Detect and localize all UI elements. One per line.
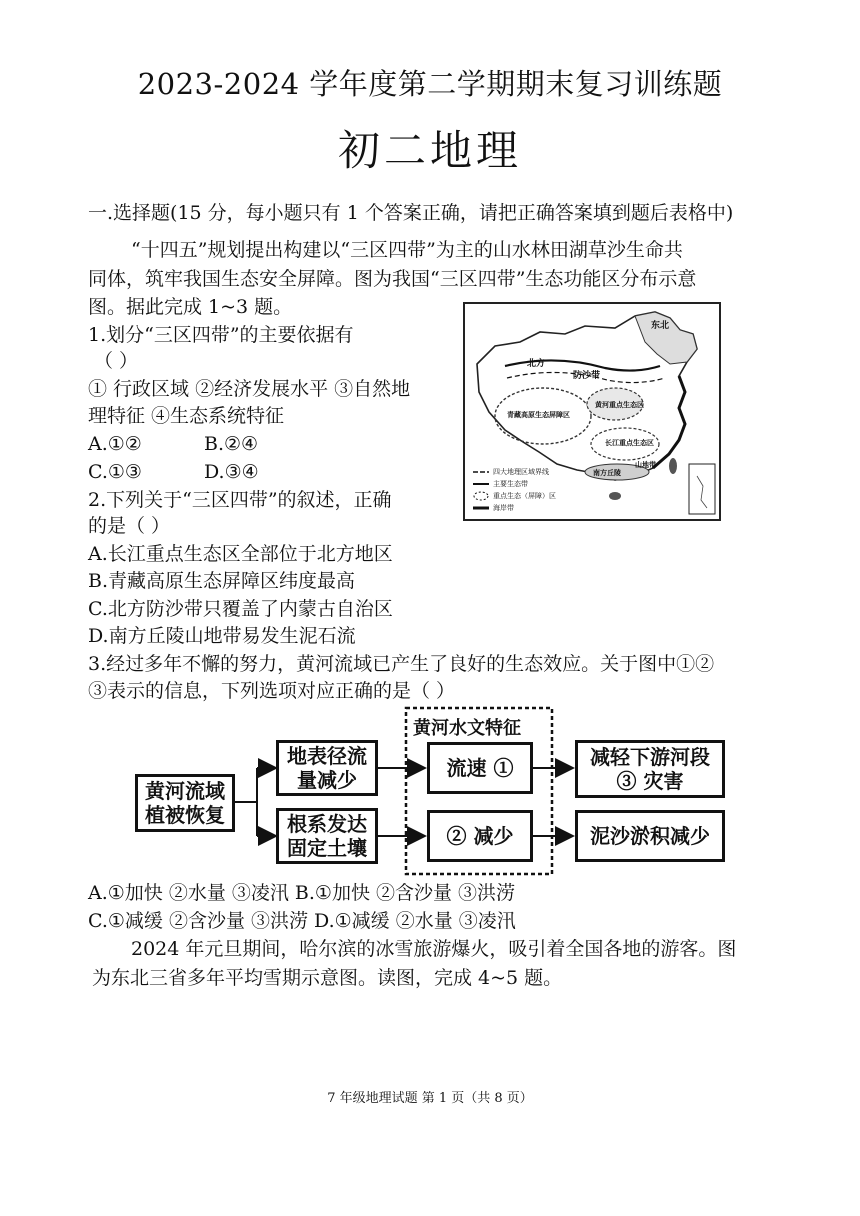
map-label-beifang: 北方 <box>527 359 546 369</box>
map-label-shandi: 山地带 <box>635 460 656 469</box>
question-3-options: A.①加快 ②水量 ③凌汛 B.①加快 ②含沙量 ③洪涝 <box>88 882 516 904</box>
hydro-frame-title: 黄河水文特征 <box>413 718 521 739</box>
question-1-option-c: C.①③ <box>88 461 142 483</box>
flow-box-roots: 根系发达 固定土壤 <box>276 808 378 864</box>
question-3-options: C.①减缓 ②含沙量 ③洪涝 D.①减缓 ②水量 ③凌汛 <box>88 910 516 932</box>
question-1-option-a: A.①② <box>88 433 142 455</box>
question-3-stem: ③表示的信息，下列选项对应正确的是（ ） <box>88 680 456 702</box>
question-2-stem: 2.下列关于“三区四带”的叙述，正确 <box>88 489 392 511</box>
question-2-stem: 的是（ ） <box>88 515 171 537</box>
map-label-dongbei: 东北 <box>651 321 670 331</box>
section-heading: 一.选择题(15 分，每小题只有 1 个答案正确，请把正确答案填到题后表格中) <box>88 202 734 224</box>
map-legend-item: 海岸带 <box>493 504 514 512</box>
flow-box-runoff: 地表径流 量减少 <box>276 740 378 796</box>
flow-box-result-disaster: 减轻下游河段 ③ 灾害 <box>575 740 725 798</box>
question-2-option-d: D.南方丘陵山地带易发生泥石流 <box>88 625 356 647</box>
question-3-stem: 3.经过多年不懈的努力，黄河流域已产生了良好的生态效应。关于图中①② <box>88 653 715 675</box>
page-footer: 7 年级地理试题 第 1 页（共 8 页） <box>327 1091 533 1106</box>
map-legend-item: 主要生态带 <box>493 480 528 488</box>
question-1-option-d: D.③④ <box>204 461 259 483</box>
question-1-option-b: B.②④ <box>204 433 259 455</box>
question-1-items: ① 行政区域 ②经济发展水平 ③自然地 <box>88 378 411 400</box>
flow-box-sediment: ② 减少 <box>427 810 533 862</box>
china-ecology-map <box>463 302 721 521</box>
intro-line: 同体，筑牢我国生态安全屏障。图为我国“三区四带”生态功能区分布示意 <box>88 268 697 290</box>
flow-box-result-sediment: 泥沙淤积减少 <box>575 810 725 862</box>
map-label-nanfang: 南方丘陵 <box>593 468 621 477</box>
flow-box-velocity: 流速 ① <box>427 742 533 794</box>
question-1-stem: 1.划分“三区四带”的主要依据有 <box>88 324 354 346</box>
map-label-huanghe: 黄河重点生态区 <box>595 400 644 409</box>
subject-title: 初二地理 <box>337 126 522 175</box>
intro-line: 图。据此完成 1~3 题。 <box>88 296 293 318</box>
map-label-changjiang: 长江重点生态区 <box>605 438 654 447</box>
exam-title: 2023-2024 学年度第二学期期末复习训练题 <box>137 67 723 101</box>
question-1-blank: （ ） <box>94 350 139 372</box>
question-2-option-b: B.青藏高原生态屏障区纬度最高 <box>88 570 356 592</box>
passage-line: 2024 年元旦期间，哈尔滨的冰雪旅游爆火，吸引着全国各地的游客。图 <box>131 938 737 960</box>
passage-line: 为东北三省多年平均雪期示意图。读图，完成 4~5 题。 <box>92 967 563 989</box>
question-2-option-c: C.北方防沙带只覆盖了内蒙古自治区 <box>88 598 393 620</box>
map-label-fangsha: 防沙带 <box>573 371 601 381</box>
question-1-items: 理特征 ④生态系统特征 <box>88 405 285 427</box>
flow-box-source: 黄河流域 植被恢复 <box>135 774 235 832</box>
map-legend-item: 四大地理区域界线 <box>493 468 549 476</box>
yellow-river-flow-diagram <box>135 706 730 876</box>
intro-line: “十四五”规划提出构建以“三区四带”为主的山水林田湖草沙生命共 <box>131 239 683 261</box>
map-label-qingzang: 青藏高原生态屏障区 <box>507 410 570 419</box>
map-legend-item: 重点生态（屏障）区 <box>493 492 556 500</box>
question-2-option-a: A.长江重点生态区全部位于北方地区 <box>88 543 393 565</box>
